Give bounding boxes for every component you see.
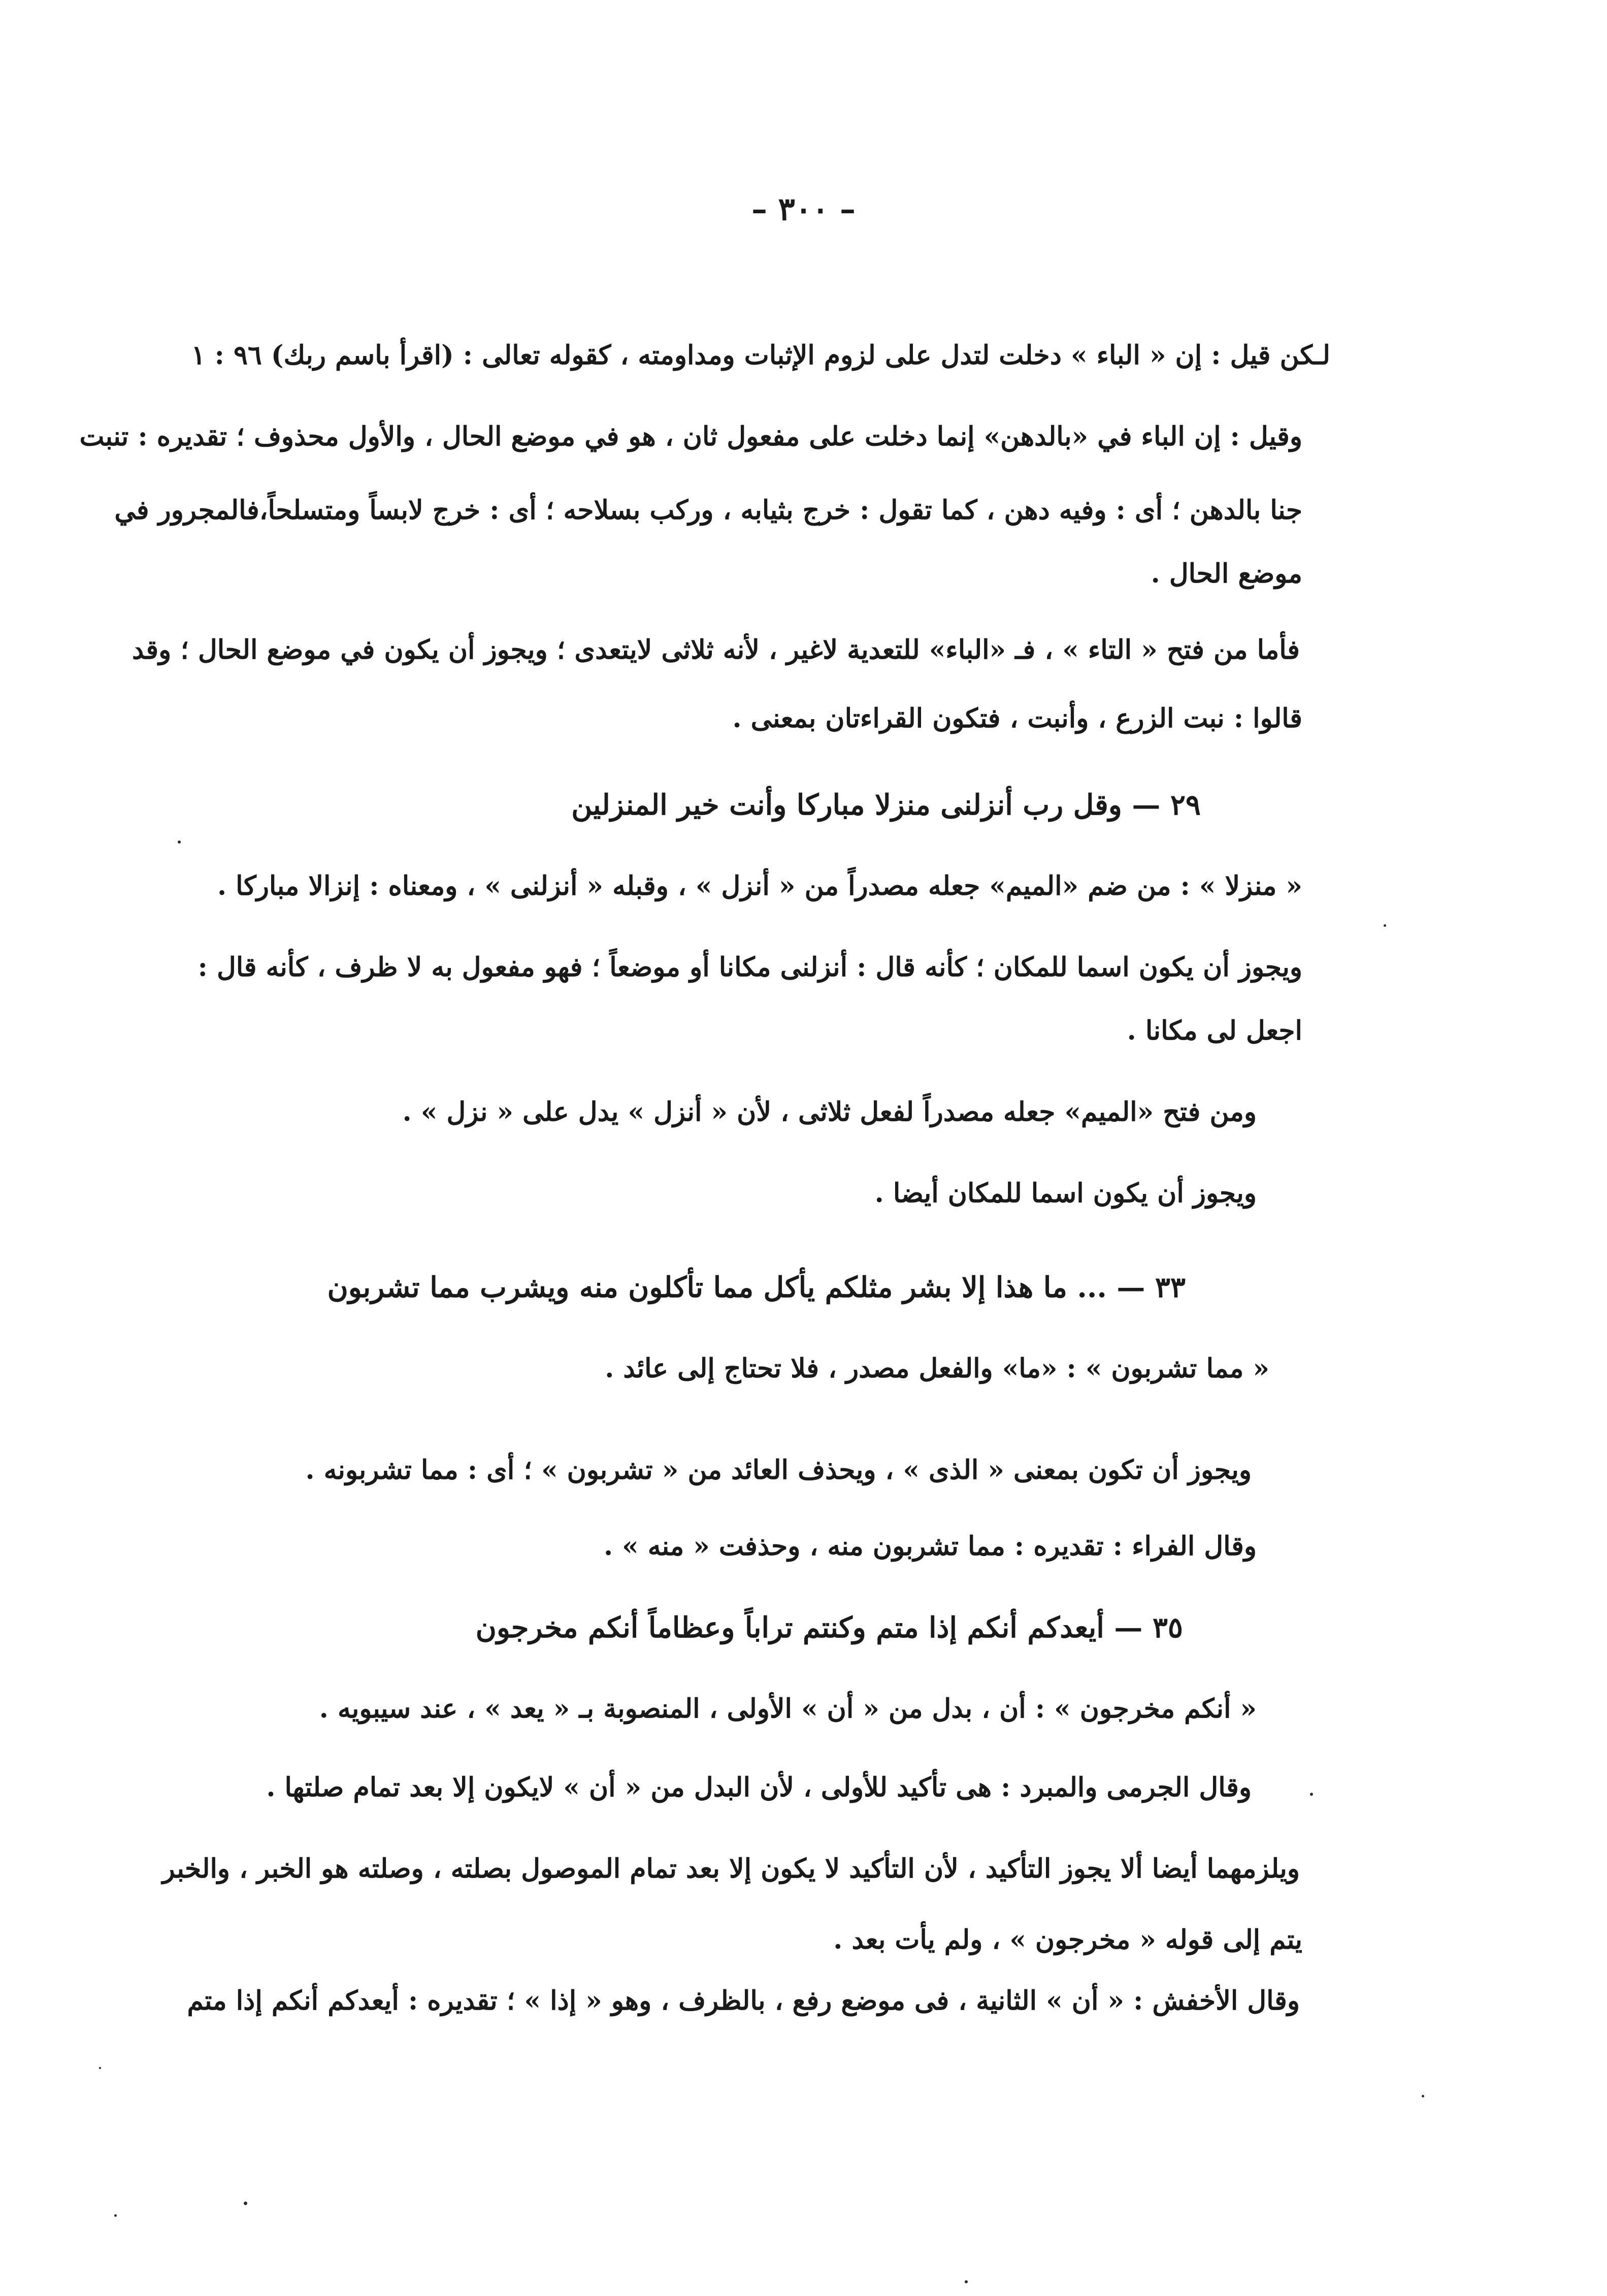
text-line: فأما من فتح « التاء » ، فـ «الباء» للتعدية لاغير ، لأنه ثلاثى لايتعدى ؛ ويجوز أن يكون في موضع الحال ؛ وقد: [132, 634, 1300, 665]
text-line: وقال الجرمى والمبرد : هى تأكيد للأولى ، لأن البدل من « أن » لايكون إلا بعد تمام صلتها .: [266, 1772, 1252, 1803]
text-line: لـكن قيل : إن « الباء » دخلت لتدل على لزوم الإثبات ومداومته ، كقوله تعالى : (اقرأ باسم ربك) ٩٦ : ١: [191, 340, 1330, 371]
scan-speck: [1310, 1793, 1313, 1796]
text-line: ويجوز أن تكون بمعنى « الذى » ، ويحذف العائد من « تشربون » ؛ أى : مما تشربونه .: [305, 1454, 1252, 1485]
verse-line: ٣٥ — أيعدكم أنكم إذا متم وكنتم تراباً وعظاماً أنكم مخرجون: [475, 1611, 1183, 1644]
text-line: « مما تشربون » : «ما» والفعل مصدر ، فلا تحتاج إلى عائد .: [605, 1353, 1269, 1384]
scan-speck: [965, 2280, 968, 2283]
scan-speck: [114, 2214, 117, 2217]
text-line: اجعل لى مكانا .: [1127, 1015, 1302, 1046]
text-line: وقال الأخفش : « أن » الثانية ، فى موضع رفع ، بالظرف ، وهو « إذا » ؛ تقديره : أيعدكم أنكم إذا متم: [187, 1985, 1300, 2016]
verse-line: ٢٩ — وقل رب أنزلنى منزلا مباركا وأنت خير المنزلين: [571, 788, 1201, 822]
scan-speck: [1422, 2095, 1424, 2097]
text-line: جنا بالدهن ؛ أى : وفيه دهن ، كما تقول : خرج بثيابه ، وركب بسلاحه ؛ أى : خرج لابساً ومتسلحاً،فالمجرور في: [114, 495, 1302, 526]
scan-speck: [178, 840, 181, 844]
text-line: موضع الحال .: [1151, 558, 1302, 589]
scan-speck: [99, 2067, 101, 2069]
text-line: ويجوز أن يكون اسما للمكان أيضا .: [874, 1178, 1257, 1209]
text-line: قالوا : نبت الزرع ، وأنبت ، فتكون القراءتان بمعنى .: [732, 703, 1302, 734]
text-line: وقيل : إن الباء في «بالدهن» إنما دخلت على مفعول ثان ، هو في موضع الحال ، والأول محذوف ؛ تقديره : تنبت: [79, 421, 1302, 452]
verse-line: ٣٣ — ... ما هذا إلا بشر مثلكم يأكل مما تأكلون منه ويشرب مما تشربون: [327, 1271, 1186, 1304]
text-line: « منزلا » : من ضم «الميم» جعله مصدراً من « أنزل » ، وقبله « أنزلنى » ، ومعناه : إنزالا مباركا .: [217, 870, 1302, 901]
scan-speck: [1384, 924, 1386, 927]
text-line: ويجوز أن يكون اسما للمكان ؛ كأنه قال : أنزلنى مكانا أو موضعاً ؛ فهو مفعول به لا ظرف ، كأنه قال :: [198, 952, 1302, 983]
text-line: ويلزمهما أيضا ألا يجوز التأكيد ، لأن التأكيد لا يكون إلا بعد تمام الموصول بصلته ، وصلته هو الخبر ، والخبر: [162, 1853, 1300, 1884]
page-number: – ٣٠٠ –: [751, 190, 856, 228]
text-line: ومن فتح «الميم» جعله مصدراً لفعل ثلاثى ، لأن « أنزل » يدل على « نزل » .: [402, 1096, 1257, 1127]
text-line: « أنكم مخرجون » : أن ، بدل من « أن » الأولى ، المنصوبة بـ « يعد » ، عند سيبويه .: [319, 1693, 1257, 1724]
text-line: وقال الفراء : تقديره : مما تشربون منه ، وحذفت « منه » .: [603, 1531, 1257, 1562]
text-line: يتم إلى قوله « مخرجون » ، ولم يأت بعد .: [833, 1924, 1302, 1955]
scan-speck: [244, 2202, 247, 2205]
